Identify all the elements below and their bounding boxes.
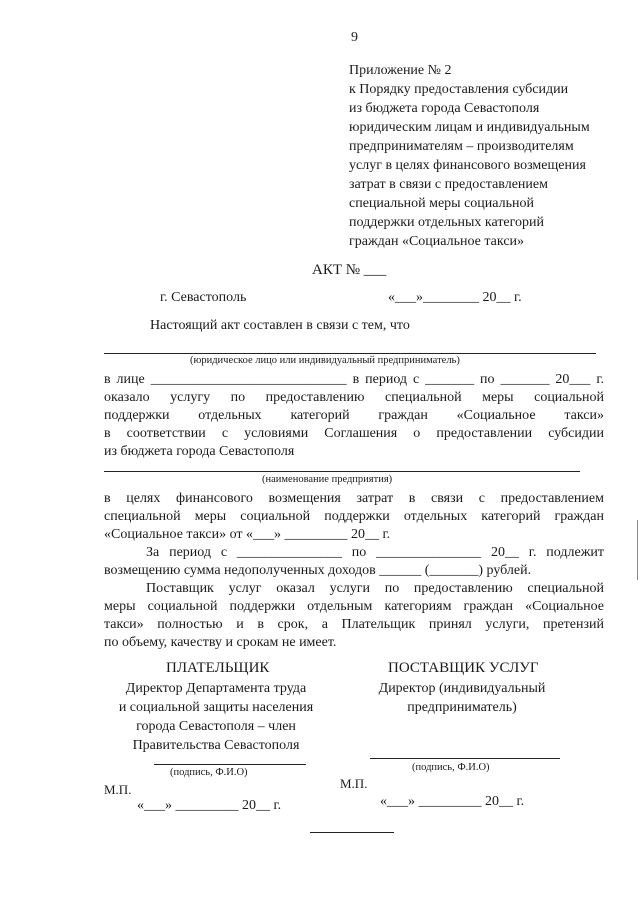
appendix-line: поддержки отдельных категорий	[349, 215, 545, 230]
payer-position	[100, 679, 332, 755]
supplier-heading: ПОСТАВЩИК УСЛУГ	[388, 660, 539, 676]
supplier-signature-line	[370, 758, 560, 759]
appendix-line: из бюджета города Севастополя	[349, 101, 540, 116]
entity-line	[104, 353, 596, 354]
act-title: АКТ № ___	[312, 262, 387, 278]
p3-line: За период с _______________ по _______________ 20__ г. подлежит	[146, 545, 604, 560]
p2-line: специальной меры социальной поддержки отдельных категорий граждан	[104, 509, 604, 524]
p2-line: в целях финансового возмещения затрат в связи с предоставлением	[104, 491, 604, 506]
supplier-line: Директор (индивидуальный	[378, 681, 546, 696]
appendix-line: затрат в связи с предоставлением	[349, 177, 548, 192]
appendix-line: предпринимателям – производителям	[349, 139, 574, 154]
appendix-line: специальной меры социальной	[349, 196, 534, 211]
scan-edge-mark	[637, 520, 638, 580]
p3-line: возмещению сумма недополученных доходов ______ (_______) рублей.	[104, 563, 532, 578]
p1-line: в соответствии с условиями Соглашения о предоставлении субсидии	[104, 426, 604, 441]
appendix-line: к Порядку предоставления субсидии	[349, 82, 569, 97]
supplier-stamp: М.П.	[340, 776, 368, 791]
p1-line: в лице ____________________________ в период с _______ по _______ 20___ г.	[104, 372, 604, 387]
enterprise-caption: (наименование предприятия)	[262, 474, 393, 485]
appendix-line: юридическим лицам и индивидуальным	[349, 120, 590, 135]
supplier-position	[356, 679, 568, 717]
appendix-block	[349, 61, 590, 251]
p1-line: из бюджета города Севастополя	[104, 444, 295, 459]
payer-heading: ПЛАТЕЛЬЩИК	[166, 660, 270, 676]
p4-line: по объему, качеству и срокам не имеет.	[104, 635, 337, 650]
p2-line: «Социальное такси» от «___» _________ 20__ г.	[104, 527, 391, 542]
supplier-line: предприниматель)	[407, 700, 517, 715]
payer-signature-line	[154, 764, 306, 765]
supplier-date: «___» _________ 20__ г.	[380, 794, 525, 809]
act-date: «___»________ 20__ г.	[388, 290, 522, 305]
act-city: г. Севастополь	[160, 290, 247, 305]
payer-line: и социальной защиты населения	[118, 700, 314, 715]
p1-line: поддержки отдельных категорий граждан «Социальное такси»	[104, 408, 604, 423]
payer-line: Правительства Севастополя	[132, 738, 300, 753]
p4-line: такси» полностью и в срок, а Плательщик принял услуги, претензий	[104, 617, 604, 632]
appendix-line: услуг в целях финансового возмещения	[349, 158, 586, 173]
supplier-sign-caption: (подпись, Ф.И.О)	[412, 762, 490, 773]
appendix-line: граждан «Социальное такси»	[349, 234, 525, 249]
end-separator	[310, 832, 394, 833]
p4-line: Поставщик услуг оказал услуги по предоставлению специальной	[146, 581, 604, 596]
page-number: 9	[351, 30, 358, 45]
payer-stamp: М.П.	[104, 782, 132, 797]
payer-date: «___» _________ 20__ г.	[137, 798, 282, 813]
payer-sign-caption: (подпись, Ф.И.О)	[170, 767, 248, 778]
entity-caption: (юридическое лицо или индивидуальный предприниматель)	[190, 355, 460, 366]
payer-line: города Севастополя – член	[136, 719, 296, 734]
act-intro: Настоящий акт составлен в связи с тем, что	[150, 318, 410, 333]
p4-line: меры социальной поддержки отдельным категориям граждан «Социальное	[104, 599, 604, 614]
p1-line: оказало услугу по предоставлению специальной меры социальной	[104, 390, 604, 405]
payer-line: Директор Департамента труда	[125, 681, 307, 696]
enterprise-line	[104, 471, 580, 472]
appendix-line: Приложение № 2	[349, 63, 452, 78]
